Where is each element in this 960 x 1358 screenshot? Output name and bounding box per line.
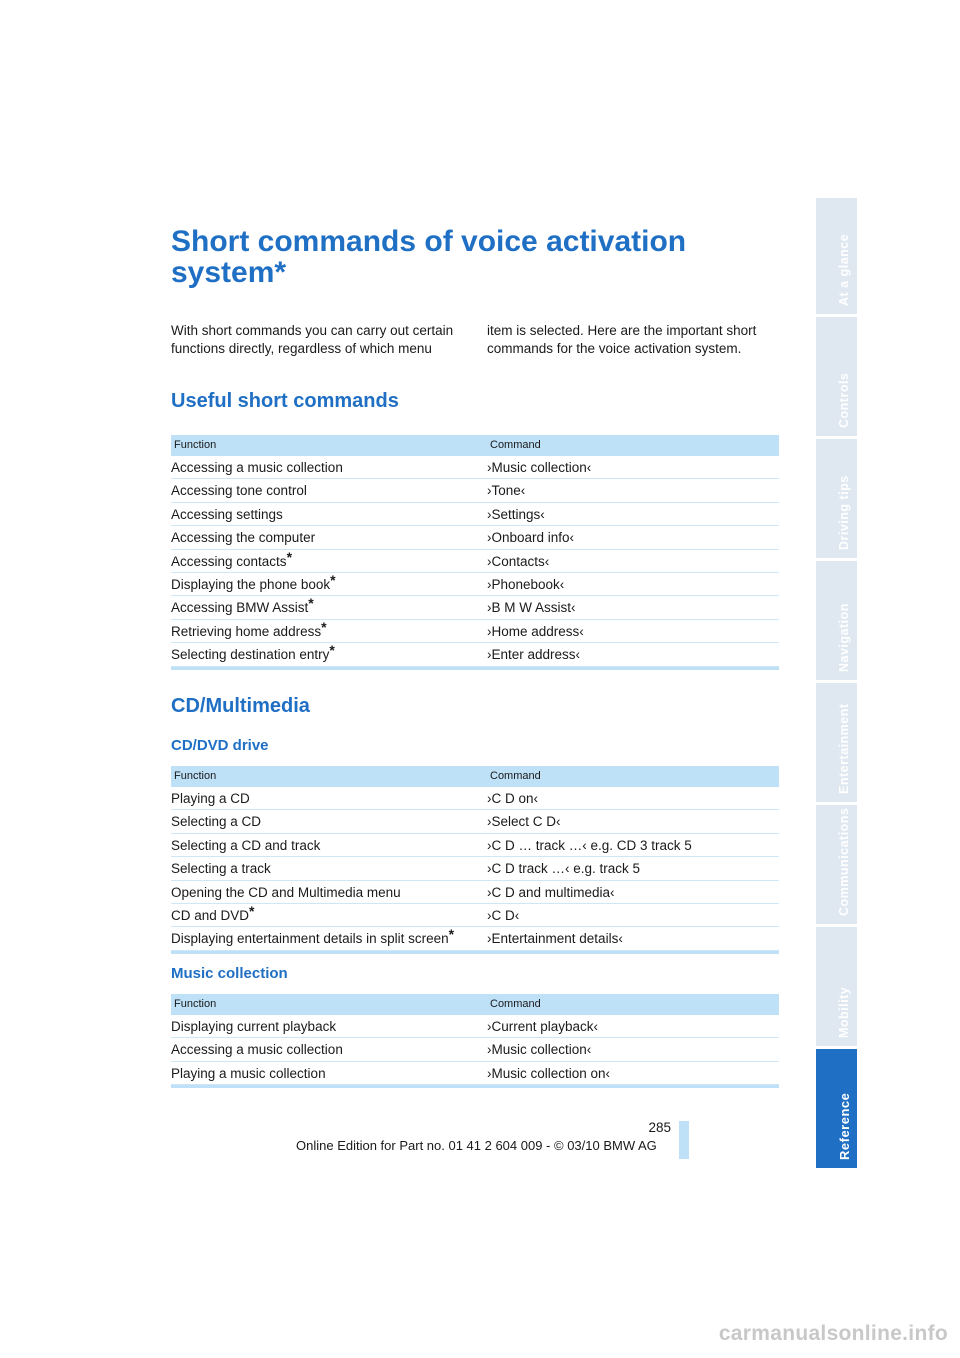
chapter-tab-label: Controls [836, 372, 851, 428]
command-cell: ›Music collection‹ [487, 1042, 592, 1058]
chapter-tab-label: Navigation [836, 603, 851, 672]
optional-asterisk: * [249, 902, 255, 919]
page-number: 285 [648, 1120, 671, 1135]
table-row [171, 550, 779, 573]
table-end-rule [171, 951, 779, 954]
chapter-tab-reference[interactable] [816, 1049, 857, 1168]
table-row [171, 503, 779, 526]
table-row [171, 643, 779, 666]
table-row [171, 834, 779, 857]
cd-multimedia-heading: CD/Multimedia [171, 695, 310, 717]
header-function: Function [174, 770, 217, 782]
table-row [171, 456, 779, 479]
table-row [171, 881, 779, 904]
chapter-tab-label: Mobility [836, 986, 851, 1038]
page-number-bar [679, 1121, 689, 1159]
chapter-tab-label: Driving tips [836, 475, 851, 550]
function-cell: Displaying current playback [171, 1019, 337, 1034]
command-cell: ›Enter address‹ [487, 647, 581, 663]
function-cell: Accessing a music collection [171, 460, 343, 475]
function-cell: Accessing a music collection [171, 1042, 343, 1058]
function-cell: Displaying the phone book* [171, 571, 336, 592]
command-cell: ›Onboard info‹ [487, 530, 575, 546]
cd-dvd-drive-heading: CD/DVD drive [171, 737, 269, 754]
table-header [171, 766, 779, 787]
command-cell: ›Music collection‹ [487, 460, 592, 475]
table-row [171, 927, 779, 950]
page-title: Short commands of voice activation system* [171, 225, 687, 289]
table-row [171, 904, 779, 927]
optional-asterisk: * [329, 642, 335, 659]
command-cell: ›B M W Assist‹ [487, 600, 576, 616]
music-collection-table [171, 994, 779, 1088]
table-row [171, 1038, 779, 1061]
function-cell: Playing a CD [171, 791, 250, 806]
table-header [171, 994, 779, 1015]
command-cell: ›Home address‹ [487, 623, 584, 639]
function-cell: Selecting a CD [171, 814, 262, 830]
function-cell: Accessing settings [171, 506, 283, 522]
chapter-tab-at-a-glance[interactable] [816, 198, 857, 314]
footer-text: Online Edition for Part no. 01 41 2 604 009 - © 03/10 BMW AG [296, 1138, 657, 1153]
table-row [171, 573, 779, 596]
table-row [171, 479, 779, 502]
chapter-tab-mobility[interactable] [816, 927, 857, 1046]
command-cell: ›Music collection on‹ [487, 1065, 611, 1081]
chapter-tab-navigation[interactable] [816, 561, 857, 680]
intro-column-1: With short commands you can carry out certain functions directly, regardless of which menu [171, 323, 454, 356]
command-cell: ›Current playback‹ [487, 1019, 599, 1034]
chapter-tab-label: Entertainment [836, 703, 851, 794]
table-row [171, 1015, 779, 1038]
chapter-tab-label: Communications [836, 807, 851, 916]
header-command: Command [490, 770, 541, 782]
header-command: Command [490, 439, 541, 451]
command-cell: ›C D on‹ [487, 791, 539, 806]
command-cell: ›C D track …‹ e.g. track 5 [487, 861, 641, 877]
chapter-tab-entertainment[interactable] [816, 683, 857, 802]
header-function: Function [174, 439, 217, 451]
table-row [171, 810, 779, 833]
command-cell: ›C D‹ [487, 907, 520, 923]
function-cell: Playing a music collection [171, 1065, 326, 1081]
table-row [171, 620, 779, 643]
chapter-tab-label: Reference [836, 1092, 852, 1160]
useful-commands-heading: Useful short commands [171, 390, 399, 412]
function-cell: Selecting destination entry* [171, 642, 335, 663]
chapter-tab-label: At a glance [836, 233, 851, 306]
table-row [171, 1062, 779, 1085]
table-header [171, 435, 779, 456]
function-cell: Accessing tone control [171, 483, 307, 499]
command-cell: ›C D and multimedia‹ [487, 884, 615, 900]
table-row [171, 526, 779, 549]
command-cell: ›C D … track …‹ e.g. CD 3 track 5 [487, 837, 692, 853]
header-function: Function [174, 998, 217, 1010]
function-cell: Displaying entertainment details in split screen* [171, 926, 455, 947]
function-cell: Accessing the computer [171, 530, 316, 546]
command-cell: ›Phonebook‹ [487, 576, 565, 592]
command-cell: ›Select C D‹ [487, 814, 561, 830]
chapter-tab-driving-tips[interactable] [816, 439, 857, 558]
chapter-tab-controls[interactable] [816, 317, 857, 436]
table-end-rule [171, 1085, 779, 1088]
function-cell: Selecting a track [171, 861, 271, 877]
table-row [171, 857, 779, 880]
command-cell: ›Settings‹ [487, 506, 545, 522]
command-cell: ›Tone‹ [487, 483, 526, 499]
function-cell: Opening the CD and Multimedia menu [171, 884, 401, 900]
function-cell: CD and DVD* [171, 902, 255, 923]
table-row [171, 787, 779, 810]
table-row [171, 596, 779, 619]
function-cell: Selecting a CD and track [171, 837, 321, 853]
command-cell: ›Contacts‹ [487, 553, 550, 569]
optional-asterisk: * [448, 926, 455, 943]
optional-asterisk: * [308, 595, 314, 612]
optional-asterisk: * [321, 618, 327, 635]
intro-column-2: item is selected. Here are the important short commands for the voice activation system. [487, 323, 757, 356]
title-asterisk: * [274, 256, 287, 289]
table-end-rule [171, 667, 779, 670]
command-cell: ›Entertainment details‹ [487, 931, 623, 947]
watermark: carmanualsonline.info [718, 1322, 948, 1345]
music-collection-heading: Music collection [171, 965, 288, 982]
function-cell: Accessing contacts* [171, 548, 293, 569]
function-cell: Accessing BMW Assist* [171, 595, 314, 616]
function-cell: Retrieving home address* [171, 618, 327, 639]
optional-asterisk: * [286, 548, 293, 565]
chapter-tab-communications[interactable] [816, 805, 857, 924]
cd-dvd-table [171, 766, 779, 954]
header-command: Command [490, 998, 541, 1010]
optional-asterisk: * [330, 571, 336, 588]
useful-commands-table [171, 435, 779, 670]
